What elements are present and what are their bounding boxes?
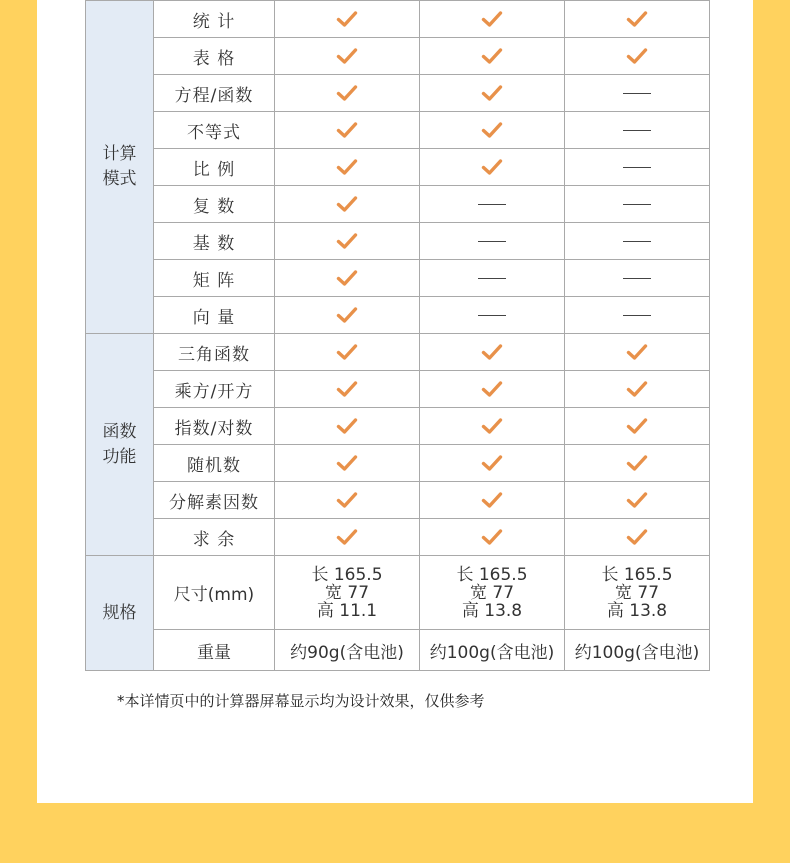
table-row bbox=[86, 112, 710, 149]
support-cell bbox=[275, 260, 420, 297]
dimension-cell bbox=[275, 556, 420, 630]
dash-icon bbox=[478, 204, 506, 205]
support-cell bbox=[565, 371, 710, 408]
footnote: *本详情页中的计算器屏幕显示均为设计效果，仅供参考 bbox=[117, 692, 485, 710]
dimension-value: 高 11.1 bbox=[316, 600, 378, 621]
check-icon bbox=[481, 417, 503, 435]
dimension-value: 宽 77 bbox=[324, 582, 370, 603]
support-cell bbox=[565, 38, 710, 75]
support-cell bbox=[275, 519, 420, 556]
check-icon bbox=[336, 158, 358, 176]
spec-card bbox=[37, 0, 753, 803]
feature-label: 表 格 bbox=[154, 38, 275, 75]
dash-icon bbox=[623, 278, 651, 279]
support-cell bbox=[275, 1, 420, 38]
check-icon bbox=[481, 454, 503, 472]
feature-label: 分解素因数 bbox=[154, 482, 275, 519]
table-row bbox=[86, 297, 710, 334]
check-icon bbox=[336, 343, 358, 361]
support-cell bbox=[565, 334, 710, 371]
support-cell bbox=[275, 112, 420, 149]
feature-label: 矩 阵 bbox=[154, 260, 275, 297]
category-cell: 规格 bbox=[86, 556, 154, 671]
table-row bbox=[86, 149, 710, 186]
support-cell bbox=[565, 1, 710, 38]
check-icon bbox=[481, 47, 503, 65]
table-row bbox=[86, 38, 710, 75]
check-icon bbox=[336, 454, 358, 472]
support-cell bbox=[420, 223, 565, 260]
dimension-value: 长 165.5 bbox=[601, 564, 673, 585]
dimension-value: 长 165.5 bbox=[311, 564, 383, 585]
table-row bbox=[86, 75, 710, 112]
check-icon bbox=[336, 10, 358, 28]
support-cell bbox=[420, 38, 565, 75]
support-cell bbox=[565, 408, 710, 445]
support-cell bbox=[565, 75, 710, 112]
table-row bbox=[86, 260, 710, 297]
check-icon bbox=[626, 454, 648, 472]
support-cell bbox=[420, 482, 565, 519]
table-row bbox=[86, 371, 710, 408]
table-row bbox=[86, 223, 710, 260]
dash-icon bbox=[478, 241, 506, 242]
dash-icon bbox=[478, 278, 506, 279]
table-row bbox=[86, 1, 710, 38]
dimension-cell bbox=[565, 556, 710, 630]
support-cell bbox=[275, 149, 420, 186]
category-cell bbox=[86, 1, 154, 334]
support-cell bbox=[275, 408, 420, 445]
support-cell bbox=[275, 297, 420, 334]
check-icon bbox=[626, 417, 648, 435]
check-icon bbox=[481, 158, 503, 176]
support-cell bbox=[275, 223, 420, 260]
category-label: 功能 bbox=[102, 446, 137, 467]
check-icon bbox=[336, 306, 358, 324]
check-icon bbox=[626, 10, 648, 28]
feature-label: 重量 bbox=[154, 630, 275, 671]
feature-label: 尺寸(mm) bbox=[154, 556, 275, 630]
check-icon bbox=[336, 380, 358, 398]
table-row bbox=[86, 556, 710, 630]
check-icon bbox=[481, 10, 503, 28]
weight-cell: 约100g(含电池) bbox=[565, 630, 710, 671]
category-cell bbox=[86, 334, 154, 556]
support-cell bbox=[565, 260, 710, 297]
support-cell bbox=[275, 75, 420, 112]
dash-icon bbox=[623, 315, 651, 316]
support-cell bbox=[420, 1, 565, 38]
table-row bbox=[86, 186, 710, 223]
dash-icon bbox=[623, 204, 651, 205]
check-icon bbox=[481, 491, 503, 509]
support-cell bbox=[565, 186, 710, 223]
check-icon bbox=[626, 380, 648, 398]
feature-label: 指数/对数 bbox=[154, 408, 275, 445]
support-cell bbox=[420, 149, 565, 186]
dimension-value: 长 165.5 bbox=[456, 564, 528, 585]
table-row bbox=[86, 408, 710, 445]
support-cell bbox=[420, 260, 565, 297]
support-cell bbox=[565, 223, 710, 260]
check-icon bbox=[336, 232, 358, 250]
check-icon bbox=[626, 491, 648, 509]
feature-label: 乘方/开方 bbox=[154, 371, 275, 408]
feature-label: 不等式 bbox=[154, 112, 275, 149]
category-label: 计算 bbox=[102, 144, 137, 164]
dash-icon bbox=[478, 315, 506, 316]
dimension-cell bbox=[420, 556, 565, 630]
support-cell bbox=[420, 408, 565, 445]
support-cell bbox=[420, 519, 565, 556]
check-icon bbox=[481, 343, 503, 361]
dash-icon bbox=[623, 130, 651, 131]
check-icon bbox=[336, 195, 358, 213]
dash-icon bbox=[623, 241, 651, 242]
support-cell bbox=[275, 445, 420, 482]
table-row bbox=[86, 482, 710, 519]
feature-label: 基 数 bbox=[154, 223, 275, 260]
check-icon bbox=[481, 84, 503, 102]
check-icon bbox=[336, 84, 358, 102]
support-cell bbox=[420, 297, 565, 334]
check-icon bbox=[626, 343, 648, 361]
support-cell bbox=[420, 112, 565, 149]
check-icon bbox=[336, 121, 358, 139]
check-icon bbox=[336, 491, 358, 509]
table-row bbox=[86, 334, 710, 371]
table-row bbox=[86, 519, 710, 556]
feature-label: 随机数 bbox=[154, 445, 275, 482]
support-cell bbox=[565, 519, 710, 556]
table-row bbox=[86, 630, 710, 671]
table-row bbox=[86, 445, 710, 482]
support-cell bbox=[420, 371, 565, 408]
check-icon bbox=[626, 528, 648, 546]
support-cell bbox=[420, 75, 565, 112]
support-cell bbox=[565, 445, 710, 482]
check-icon bbox=[336, 417, 358, 435]
feature-label: 复 数 bbox=[154, 186, 275, 223]
check-icon bbox=[481, 380, 503, 398]
check-icon bbox=[626, 47, 648, 65]
dimension-value: 高 13.8 bbox=[606, 600, 668, 621]
feature-label: 比 例 bbox=[154, 149, 275, 186]
category-label: 模式 bbox=[102, 169, 137, 189]
check-icon bbox=[481, 528, 503, 546]
check-icon bbox=[336, 47, 358, 65]
dimension-value: 高 13.8 bbox=[461, 600, 523, 621]
category-label: 函数 bbox=[102, 421, 137, 442]
dimension-value: 宽 77 bbox=[469, 582, 515, 603]
support-cell bbox=[275, 38, 420, 75]
support-cell bbox=[565, 482, 710, 519]
support-cell bbox=[275, 186, 420, 223]
dash-icon bbox=[623, 167, 651, 168]
check-icon bbox=[336, 528, 358, 546]
feature-label: 方程/函数 bbox=[154, 75, 275, 112]
check-icon bbox=[336, 269, 358, 287]
support-cell bbox=[275, 334, 420, 371]
support-cell bbox=[565, 297, 710, 334]
feature-label: 向 量 bbox=[154, 297, 275, 334]
check-icon bbox=[481, 121, 503, 139]
support-cell bbox=[565, 149, 710, 186]
support-cell bbox=[420, 445, 565, 482]
support-cell bbox=[565, 112, 710, 149]
support-cell bbox=[275, 482, 420, 519]
feature-label: 求 余 bbox=[154, 519, 275, 556]
dash-icon bbox=[623, 93, 651, 94]
dimension-value: 宽 77 bbox=[614, 582, 660, 603]
weight-cell: 约90g(含电池) bbox=[275, 630, 420, 671]
support-cell bbox=[420, 334, 565, 371]
comparison-table bbox=[85, 0, 710, 671]
feature-label: 统 计 bbox=[154, 1, 275, 38]
weight-cell: 约100g(含电池) bbox=[420, 630, 565, 671]
support-cell bbox=[420, 186, 565, 223]
support-cell bbox=[275, 371, 420, 408]
feature-label: 三角函数 bbox=[154, 334, 275, 371]
